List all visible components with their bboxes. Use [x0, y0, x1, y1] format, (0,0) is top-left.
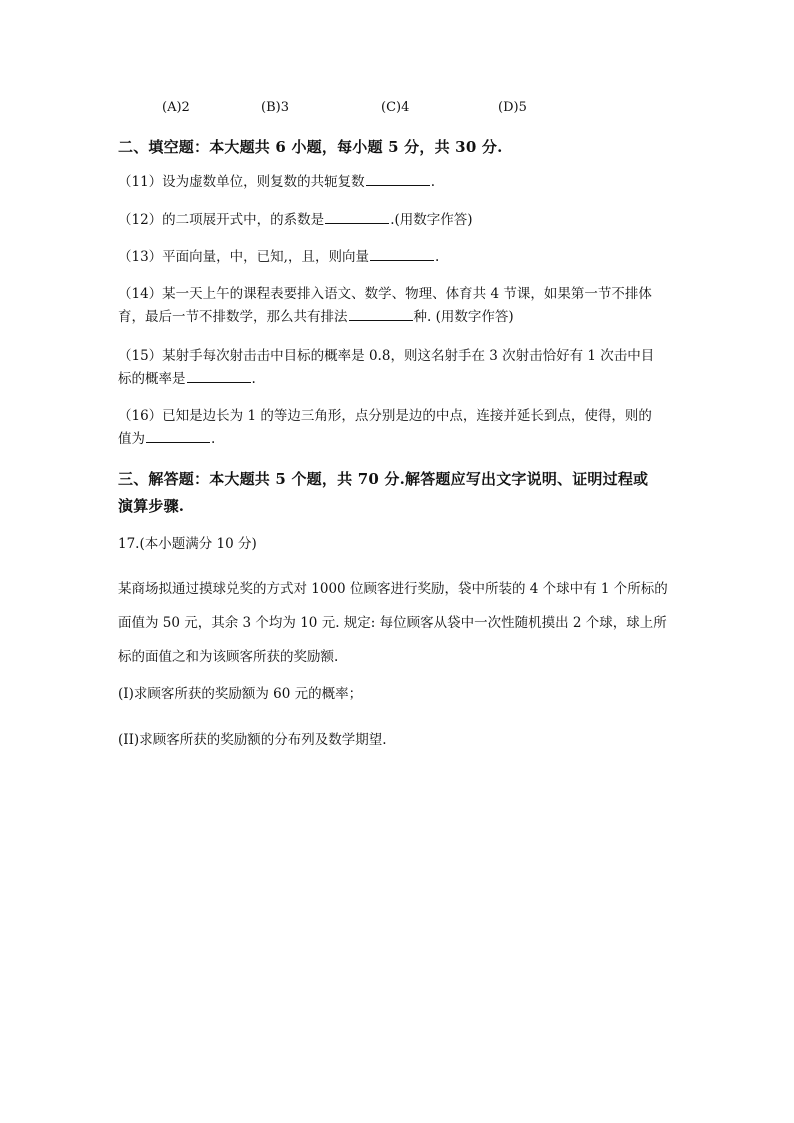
question-14 [118, 283, 688, 329]
question-15-end: . [251, 371, 256, 387]
problem-17-title: 17.(本小题满分 10 分) [118, 536, 257, 552]
option-b: (B)3 [261, 100, 289, 115]
question-15-line-1: （15）某射手每次射击击中目标的概率是 0.8，则这名射手在 3 次射击恰好有 1 次击中目 [118, 348, 655, 364]
question-14-line-2 [118, 306, 688, 329]
problem-17-stem [118, 572, 688, 674]
question-15 [118, 345, 688, 391]
question-12 [118, 209, 688, 232]
question-15-text: 标的概率是 [118, 371, 186, 387]
problem-17-stem-line-1: 某商场拟通过摸球兑奖的方式对 1000 位顾客进行奖励，袋中所装的 4 个球中有 1 个所标的 [118, 581, 668, 597]
question-14-end: 种. (用数字作答) [413, 309, 514, 325]
question-13-end: . [434, 249, 440, 265]
question-12-text: （12）的二项展开式中，的系数是 [118, 212, 325, 228]
problem-17-stem-line-3: 标的面值之和为该顾客所获的奖励额. [118, 649, 339, 665]
question-13 [118, 246, 688, 269]
question-14-line-1: （14）某一天上午的课程表要排入语文、数学、物理、体育共 4 节课，如果第一节不排体 [118, 286, 652, 302]
question-13-text: （13）平面向量，中，已知,，且，则向量 [118, 249, 369, 265]
question-16-line-2 [118, 428, 688, 451]
question-11-text: （11）设为虚数单位，则复数的共轭复数 [118, 174, 365, 190]
section-3-heading [118, 466, 698, 520]
question-16-line-1: （16）已知是边长为 1 的等边三角形，点分别是边的中点，连接并延长到点，使得，则的 [118, 408, 652, 424]
section-2-heading: 二、填空题：本大题共 6 小题，每小题 5 分，共 30 分. [118, 138, 503, 156]
option-c: (C)4 [381, 100, 410, 115]
answer-blank [325, 211, 389, 224]
question-16-end: . [211, 431, 216, 447]
option-d: (D)5 [498, 100, 527, 115]
question-12-end: .(用数字作答) [390, 212, 473, 228]
question-11-end: . [430, 174, 435, 190]
problem-17-part-2: (II)求顾客所获的奖励额的分布列及数学期望. [118, 732, 387, 748]
question-14-text: 育，最后一节不排数学，那么共有排法 [118, 309, 348, 325]
answer-blank [366, 173, 430, 186]
answer-blank [146, 430, 210, 443]
answer-blank [187, 370, 251, 383]
answer-blank [349, 308, 413, 321]
option-a: (A)2 [162, 100, 190, 115]
problem-17-part-1: (I)求顾客所获的奖励额为 60 元的概率； [118, 686, 363, 702]
question-16 [118, 405, 688, 451]
section-3-heading-line-1: 三、解答题：本大题共 5 个题，共 70 分.解答题应写出文字说明、证明过程或 [118, 470, 649, 488]
question-11 [118, 171, 688, 194]
problem-17-stem-line-2: 面值为 50 元，其余 3 个均为 10 元. 规定: 每位顾客从袋中一次性随机摸出 2 个球，球上所 [118, 615, 667, 631]
question-15-line-2 [118, 368, 688, 391]
section-3-heading-line-2: 演算步骤. [118, 497, 185, 515]
answer-blank [370, 248, 434, 261]
question-16-text: 值为 [118, 431, 145, 447]
